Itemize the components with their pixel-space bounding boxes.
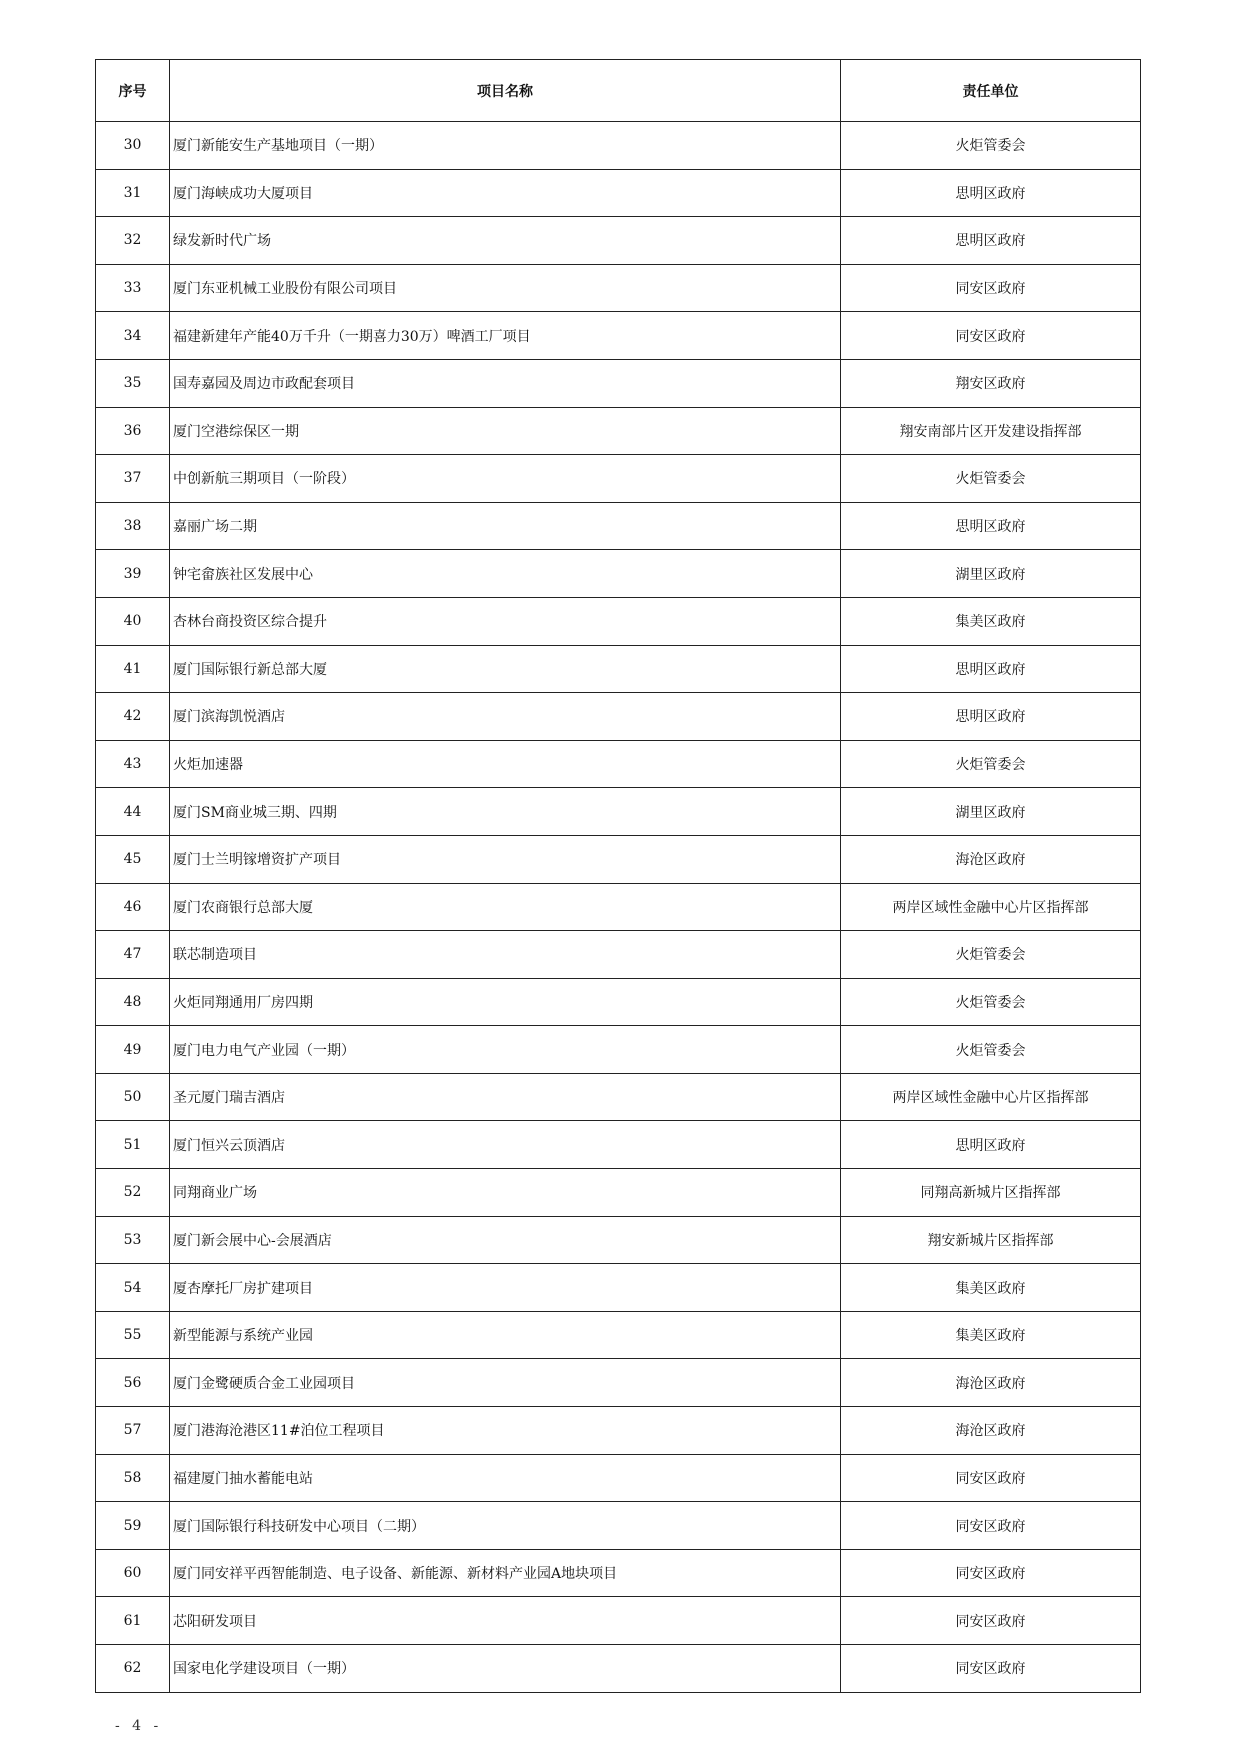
row-serial-number: 46: [96, 883, 170, 931]
row-responsible-unit: 集美区政府: [841, 1311, 1141, 1359]
row-serial-number: 57: [96, 1407, 170, 1455]
table-row: [96, 1502, 1141, 1550]
row-serial-number: 36: [96, 407, 170, 455]
row-serial-number: 39: [96, 550, 170, 598]
row-serial-number: 60: [96, 1549, 170, 1597]
row-project-name: 厦门金鹭硬质合金工业园项目: [170, 1359, 841, 1407]
table-row: [96, 1407, 1141, 1455]
row-responsible-unit: 思明区政府: [841, 645, 1141, 693]
row-project-name: 厦门空港综保区一期: [170, 407, 841, 455]
header-serial-number: 序号: [96, 60, 170, 122]
row-project-name: 绿发新时代广场: [170, 217, 841, 265]
table-header: [96, 60, 1141, 122]
row-project-name: 厦门士兰明镓增资扩产项目: [170, 835, 841, 883]
row-responsible-unit: 翔安南部片区开发建设指挥部: [841, 407, 1141, 455]
row-responsible-unit: 海沧区政府: [841, 1359, 1141, 1407]
row-serial-number: 44: [96, 788, 170, 836]
table-row: [96, 1359, 1141, 1407]
row-project-name: 芯阳研发项目: [170, 1597, 841, 1645]
row-project-name: 国寿嘉园及周边市政配套项目: [170, 359, 841, 407]
row-project-name: 厦门新能安生产基地项目（一期）: [170, 122, 841, 170]
table-row: [96, 264, 1141, 312]
table-row: [96, 502, 1141, 550]
project-table-container: [95, 59, 1140, 1693]
row-project-name: 国家电化学建设项目（一期）: [170, 1645, 841, 1693]
table-row: [96, 1169, 1141, 1217]
row-serial-number: 47: [96, 931, 170, 979]
table-row: [96, 740, 1141, 788]
row-responsible-unit: 思明区政府: [841, 1121, 1141, 1169]
row-serial-number: 38: [96, 502, 170, 550]
row-project-name: 圣元厦门瑞吉酒店: [170, 1073, 841, 1121]
table-row: [96, 1597, 1141, 1645]
row-serial-number: 45: [96, 835, 170, 883]
row-serial-number: 61: [96, 1597, 170, 1645]
row-responsible-unit: 翔安新城片区指挥部: [841, 1216, 1141, 1264]
table-row: [96, 1216, 1141, 1264]
row-serial-number: 55: [96, 1311, 170, 1359]
row-responsible-unit: 思明区政府: [841, 169, 1141, 217]
table-row: [96, 1121, 1141, 1169]
row-responsible-unit: 海沧区政府: [841, 835, 1141, 883]
row-serial-number: 58: [96, 1454, 170, 1502]
project-table: [95, 59, 1141, 1693]
table-row: [96, 169, 1141, 217]
row-responsible-unit: 同安区政府: [841, 1502, 1141, 1550]
row-serial-number: 42: [96, 693, 170, 741]
table-row: [96, 312, 1141, 360]
row-responsible-unit: 湖里区政府: [841, 788, 1141, 836]
row-responsible-unit: 同安区政府: [841, 1597, 1141, 1645]
row-responsible-unit: 火炬管委会: [841, 931, 1141, 979]
row-project-name: 厦门国际银行科技研发中心项目（二期）: [170, 1502, 841, 1550]
table-row: [96, 1645, 1141, 1693]
row-serial-number: 30: [96, 122, 170, 170]
row-serial-number: 31: [96, 169, 170, 217]
row-serial-number: 43: [96, 740, 170, 788]
row-serial-number: 54: [96, 1264, 170, 1312]
row-responsible-unit: 思明区政府: [841, 693, 1141, 741]
row-project-name: 厦门新会展中心-会展酒店: [170, 1216, 841, 1264]
row-responsible-unit: 同安区政府: [841, 1549, 1141, 1597]
row-serial-number: 32: [96, 217, 170, 265]
row-responsible-unit: 思明区政府: [841, 217, 1141, 265]
row-serial-number: 37: [96, 455, 170, 503]
row-responsible-unit: 同安区政府: [841, 312, 1141, 360]
row-responsible-unit: 思明区政府: [841, 502, 1141, 550]
table-row: [96, 645, 1141, 693]
row-serial-number: 48: [96, 978, 170, 1026]
row-project-name: 同翔商业广场: [170, 1169, 841, 1217]
table-row: [96, 693, 1141, 741]
table-row: [96, 407, 1141, 455]
row-responsible-unit: 火炬管委会: [841, 122, 1141, 170]
row-serial-number: 49: [96, 1026, 170, 1074]
row-project-name: 钟宅畲族社区发展中心: [170, 550, 841, 598]
row-project-name: 中创新航三期项目（一阶段）: [170, 455, 841, 503]
row-project-name: 厦门港海沧港区11#泊位工程项目: [170, 1407, 841, 1455]
row-responsible-unit: 两岸区域性金融中心片区指挥部: [841, 883, 1141, 931]
row-responsible-unit: 集美区政府: [841, 1264, 1141, 1312]
row-responsible-unit: 火炬管委会: [841, 978, 1141, 1026]
row-serial-number: 56: [96, 1359, 170, 1407]
table-row: [96, 931, 1141, 979]
table-row: [96, 1026, 1141, 1074]
row-responsible-unit: 海沧区政府: [841, 1407, 1141, 1455]
row-responsible-unit: 火炬管委会: [841, 1026, 1141, 1074]
row-project-name: 厦门农商银行总部大厦: [170, 883, 841, 931]
row-serial-number: 50: [96, 1073, 170, 1121]
row-project-name: 厦门东亚机械工业股份有限公司项目: [170, 264, 841, 312]
row-project-name: 厦杏摩托厂房扩建项目: [170, 1264, 841, 1312]
header-responsible-unit: 责任单位: [841, 60, 1141, 122]
row-responsible-unit: 同安区政府: [841, 264, 1141, 312]
table-row: [96, 122, 1141, 170]
row-project-name: 福建厦门抽水蓄能电站: [170, 1454, 841, 1502]
header-row: [96, 60, 1141, 122]
row-project-name: 杏林台商投资区综合提升: [170, 597, 841, 645]
row-responsible-unit: 同翔高新城片区指挥部: [841, 1169, 1141, 1217]
row-responsible-unit: 火炬管委会: [841, 455, 1141, 503]
header-project-name: 项目名称: [170, 60, 841, 122]
table-row: [96, 1549, 1141, 1597]
row-responsible-unit: 同安区政府: [841, 1645, 1141, 1693]
row-responsible-unit: 两岸区域性金融中心片区指挥部: [841, 1073, 1141, 1121]
row-serial-number: 59: [96, 1502, 170, 1550]
row-project-name: 联芯制造项目: [170, 931, 841, 979]
table-row: [96, 550, 1141, 598]
table-row: [96, 835, 1141, 883]
row-responsible-unit: 火炬管委会: [841, 740, 1141, 788]
table-row: [96, 217, 1141, 265]
row-project-name: 火炬加速器: [170, 740, 841, 788]
row-responsible-unit: 同安区政府: [841, 1454, 1141, 1502]
row-project-name: 新型能源与系统产业园: [170, 1311, 841, 1359]
row-serial-number: 33: [96, 264, 170, 312]
row-serial-number: 41: [96, 645, 170, 693]
table-body: [96, 122, 1141, 1693]
table-row: [96, 1454, 1141, 1502]
table-row: [96, 1264, 1141, 1312]
table-row: [96, 978, 1141, 1026]
table-row: [96, 1073, 1141, 1121]
row-project-name: 厦门同安祥平西智能制造、电子设备、新能源、新材料产业园A地块项目: [170, 1549, 841, 1597]
row-project-name: 厦门电力电气产业园（一期）: [170, 1026, 841, 1074]
row-responsible-unit: 翔安区政府: [841, 359, 1141, 407]
row-project-name: 火炬同翔通用厂房四期: [170, 978, 841, 1026]
row-project-name: 福建新建年产能40万千升（一期喜力30万）啤酒工厂项目: [170, 312, 841, 360]
table-row: [96, 883, 1141, 931]
row-responsible-unit: 集美区政府: [841, 597, 1141, 645]
row-project-name: 厦门海峡成功大厦项目: [170, 169, 841, 217]
page-number: - 4 -: [115, 1718, 163, 1734]
table-row: [96, 597, 1141, 645]
row-serial-number: 53: [96, 1216, 170, 1264]
table-row: [96, 455, 1141, 503]
table-row: [96, 788, 1141, 836]
row-serial-number: 40: [96, 597, 170, 645]
row-project-name: 厦门恒兴云顶酒店: [170, 1121, 841, 1169]
row-project-name: 厦门国际银行新总部大厦: [170, 645, 841, 693]
row-serial-number: 51: [96, 1121, 170, 1169]
row-serial-number: 35: [96, 359, 170, 407]
table-row: [96, 359, 1141, 407]
row-serial-number: 62: [96, 1645, 170, 1693]
row-serial-number: 52: [96, 1169, 170, 1217]
row-serial-number: 34: [96, 312, 170, 360]
table-row: [96, 1311, 1141, 1359]
row-project-name: 嘉丽广场二期: [170, 502, 841, 550]
row-responsible-unit: 湖里区政府: [841, 550, 1141, 598]
row-project-name: 厦门SM商业城三期、四期: [170, 788, 841, 836]
row-project-name: 厦门滨海凯悦酒店: [170, 693, 841, 741]
